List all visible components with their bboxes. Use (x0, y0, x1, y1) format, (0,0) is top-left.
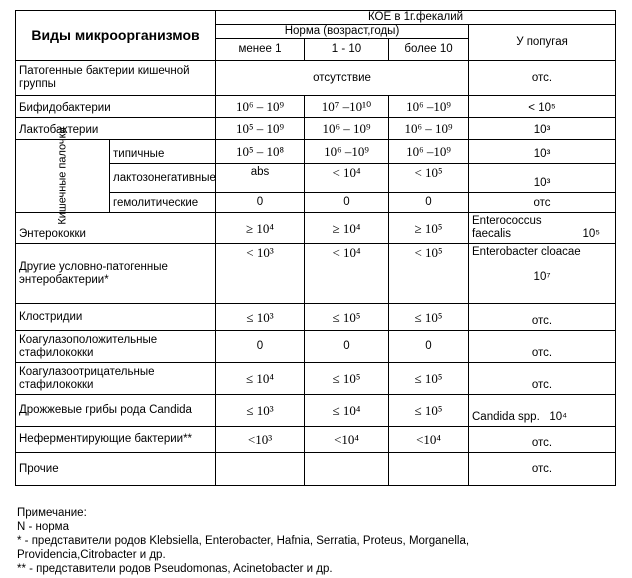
note-norm: N - норма (17, 521, 69, 533)
parrot-value: отс (469, 193, 616, 213)
row-label: Клостридии (16, 304, 216, 331)
parrot-value: < 10⁵ (469, 96, 616, 118)
norm-value: отсутствие (216, 61, 469, 96)
value-age3: 10⁶ – 10⁹ (389, 118, 469, 140)
value-age1: 0 (216, 193, 305, 213)
value-age2: <10⁴ (305, 427, 389, 453)
value-age2: ≤ 10⁴ (305, 395, 389, 427)
value-age2: < 10⁴ (305, 244, 389, 304)
value-age1: <10³ (216, 427, 305, 453)
value-age1: 10⁵ – 10⁹ (216, 118, 305, 140)
norm-header: Норма (возраст,годы) (216, 25, 469, 39)
row-label: Коагулазоположительные стафилококки (16, 331, 216, 363)
value-age2: ≤ 10⁵ (305, 304, 389, 331)
parrot-value: отс. (469, 427, 616, 453)
microorganisms-table-container (15, 10, 615, 486)
parrot-value: отс. (469, 453, 616, 486)
header-row-1 (16, 11, 616, 25)
parrot-value: отс. (469, 331, 616, 363)
value-age1: ≤ 10³ (216, 304, 305, 331)
parrot-value: 10³ (469, 140, 616, 164)
row-label: Коагулазоотрицательные стафилококки (16, 363, 216, 395)
note-star2: ** - представители родов Pseudomonas, Acinetobacter и др. (17, 563, 333, 575)
value-age2: 10⁶ –10⁹ (305, 140, 389, 164)
row-label: Другие условно-патогенные энтеробактерии* (16, 244, 216, 304)
value-age3: < 10⁵ (389, 164, 469, 193)
value-age3: ≤ 10⁵ (389, 363, 469, 395)
row-bifido (16, 96, 616, 118)
row-label: типичные (110, 140, 216, 164)
value-age3: <10⁴ (389, 427, 469, 453)
value-age2: 0 (305, 331, 389, 363)
ecoli-group-text: Кишечные палочки (56, 127, 68, 225)
row-pathogenic (16, 61, 616, 96)
row-candida (16, 395, 616, 427)
row-label: Бифидобактерии (16, 96, 216, 118)
row-enterococci (16, 213, 616, 244)
row-lacto (16, 118, 616, 140)
parrot-value: Candida spp. 10⁴ (469, 395, 616, 427)
value-age3: ≤ 10⁵ (389, 304, 469, 331)
value-age3: ≥ 10⁵ (389, 213, 469, 244)
parrot-species: Enterococcus faecalis (472, 215, 542, 240)
parrot-header: У попугая (469, 25, 616, 61)
parrot-value (469, 213, 616, 244)
value-age1: ≤ 10³ (216, 395, 305, 427)
parrot-value: отс. (469, 363, 616, 395)
age-1-10: 1 - 10 (305, 39, 389, 61)
note-star1-cont: Providencia,Citrobacter и др. (17, 549, 166, 561)
row-coag-negative (16, 363, 616, 395)
row-coag-positive (16, 331, 616, 363)
row-label: гемолитические (110, 193, 216, 213)
row-label: Дрожжевые грибы рода Candida (16, 395, 216, 427)
value-age3: ≤ 10⁵ (389, 395, 469, 427)
row-other (16, 453, 616, 486)
row-label: лактозонегативные (110, 164, 216, 193)
row-label: Энтерококки (16, 213, 216, 244)
species-header: Виды микроорганизмов (16, 11, 216, 61)
value-age1: abs (216, 164, 305, 193)
row-nonfermenting (16, 427, 616, 453)
value-age2: 10⁶ – 10⁹ (305, 118, 389, 140)
microorganisms-table (15, 10, 616, 486)
row-ecoli-typical (16, 140, 616, 164)
value-age1: ≤ 10⁴ (216, 363, 305, 395)
koe-header: КОЕ в 1г.фекалий (216, 11, 616, 25)
row-other-enterobacteria (16, 244, 616, 304)
value-age3: < 10⁵ (389, 244, 469, 304)
parrot-value: 10³ (469, 164, 616, 193)
parrot-count: 10⁵ (582, 228, 601, 240)
value-age2 (305, 453, 389, 486)
value-age1: 10⁵ – 10⁸ (216, 140, 305, 164)
row-label: Патогенные бактерии кишечной группы (16, 61, 216, 96)
parrot-value: отс. (469, 304, 616, 331)
value-age1: ≥ 10⁴ (216, 213, 305, 244)
value-age2: ≤ 10⁵ (305, 363, 389, 395)
value-age1: 0 (216, 331, 305, 363)
parrot-value: отс. (469, 61, 616, 96)
age-under-1: менее 1 (216, 39, 305, 61)
value-age2: 0 (305, 193, 389, 213)
value-age2: ≥ 10⁴ (305, 213, 389, 244)
parrot-count: 10⁷ (533, 271, 551, 283)
value-age3: 10⁶ –10⁹ (389, 96, 469, 118)
parrot-species: Enterobacter cloacae (472, 246, 581, 258)
value-age3: 10⁶ –10⁹ (389, 140, 469, 164)
value-age2: < 10⁴ (305, 164, 389, 193)
age-over-10: более 10 (389, 39, 469, 61)
notes-title: Примечание: (17, 507, 87, 519)
note-star1: * - представители родов Klebsiella, Enterobacter, Hafnia, Serratia, Proteus, Morganella, (17, 535, 470, 547)
row-label: Неферментирующие бактерии** (16, 427, 216, 453)
value-age1 (216, 453, 305, 486)
notes-section (17, 506, 469, 576)
parrot-value: 10³ (469, 118, 616, 140)
row-label: Прочие (16, 453, 216, 486)
row-label: Лактобактерии (16, 118, 216, 140)
value-age2: 10⁷ –10¹⁰ (305, 96, 389, 118)
value-age1: 10⁶ – 10⁹ (216, 96, 305, 118)
value-age1: < 10³ (216, 244, 305, 304)
value-age3: 0 (389, 193, 469, 213)
row-clostridia (16, 304, 616, 331)
value-age3 (389, 453, 469, 486)
value-age3: 0 (389, 331, 469, 363)
parrot-value (469, 244, 616, 304)
